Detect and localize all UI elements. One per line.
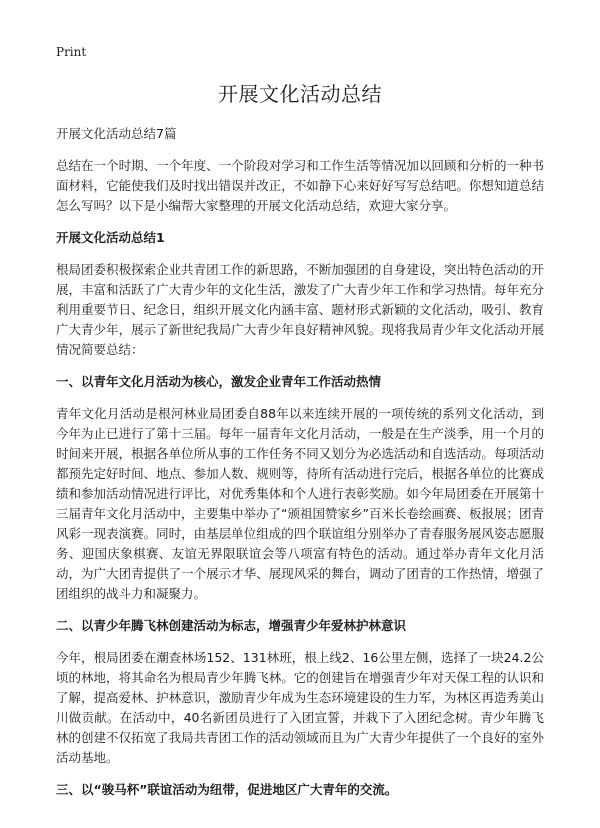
subheading-3: 三、以“骏马杯”联谊活动为纽带，促进地区广大青年的交流。 [56, 782, 398, 797]
paragraph-2: 今年，根局团委在潮查林场152、131林班，根上线2、16公里左侧，选择了一块24.2公顷的林地，将其命名为根局青少年腾飞林。它的创建旨在增强青少年对天保工程的认识和了解，提高爱林、护林意识，激励青少年成为生态环境建设的生力军，为林区再造秀美山川做贡献。在活动中，40名新团员进行了入团宣誓，并栽下了入团纪念树。青少年腾飞林的创建不仅拓宽了我局共青团工作的活动领域而且为广大青少年提供了一个良好的室外活动基地。 [56, 650, 544, 765]
subheading-2: 二、以青少年腾飞林创建活动为标志，增强青少年爱林护林意识 [56, 618, 407, 633]
section-heading: 开展文化活动总结1 [56, 230, 165, 245]
intro-paragraph: 总结在一个时期、一个年度、一个阶段对学习和工作生活等情况加以回顾和分析的一种书面材料，它能使我们及时找出错误并改正，不如静下心来好好写写总结吧。你想知道总结怎么写吗？以下是小编帮大家整理的开展文化活动总结，欢迎大家分享。 [56, 158, 544, 213]
paragraph-1: 青年文化月活动是根河林业局团委自88年以来连续开展的一项传统的系列文化活动，到今年为止已进行了第十三届。每年一届青年文化月活动，一般是在生产淡季，用一个月的时间来开展，根据各单位所从事的工作任务不同又划分为必选活动和自选活动。每项活动都预先定好时间、地点、参加人数、规则等，待所有活动进行完后，根据各单位的比赛成绩和参加活动情况进行评比，对优秀集体和个人进行表彰奖励。如今年局团委在开展第十三届青年文化月活动中，主要集中举办了“颁祖国赞家乡”百米长卷绘画赛、板报展；团青风彩一现表演赛。同时，由基层单位组成的四个联谊组分别举办了青春服务展风姿志愿服务、迎国庆象棋赛、友谊无界限联谊会等八项富有特色的活动。通过举办青年文化月活动，为广大团青提供了一个展示才华、展现风采的舞台，调动了团青的工作热情，增强了团组织的战斗力和凝聚力。 [56, 406, 544, 601]
print-label[interactable]: Print [56, 45, 87, 59]
section-paragraph: 根局团委积极探索企业共青团工作的新思路，不断加强团的自身建设，突出特色活动的开展，丰富和活跃了广大青少年的文化生活，激发了广大青少年工作和学习热情。每年充分利用重要节日、纪念日，组织开展文化内涵丰富、题材形式新颖的文化活动，吸引、教育广大青少年，展示了新世纪我局广大青少年良好精神风貌。现将我局青少年文化活动开展情况简要总结： [56, 262, 544, 357]
document-title: 开展文化活动总结 [218, 82, 382, 106]
subheading-1: 一、以青年文化月活动为核心，激发企业青年工作活动热情 [56, 374, 382, 389]
document-subtitle: 开展文化活动总结7篇 [56, 126, 177, 141]
